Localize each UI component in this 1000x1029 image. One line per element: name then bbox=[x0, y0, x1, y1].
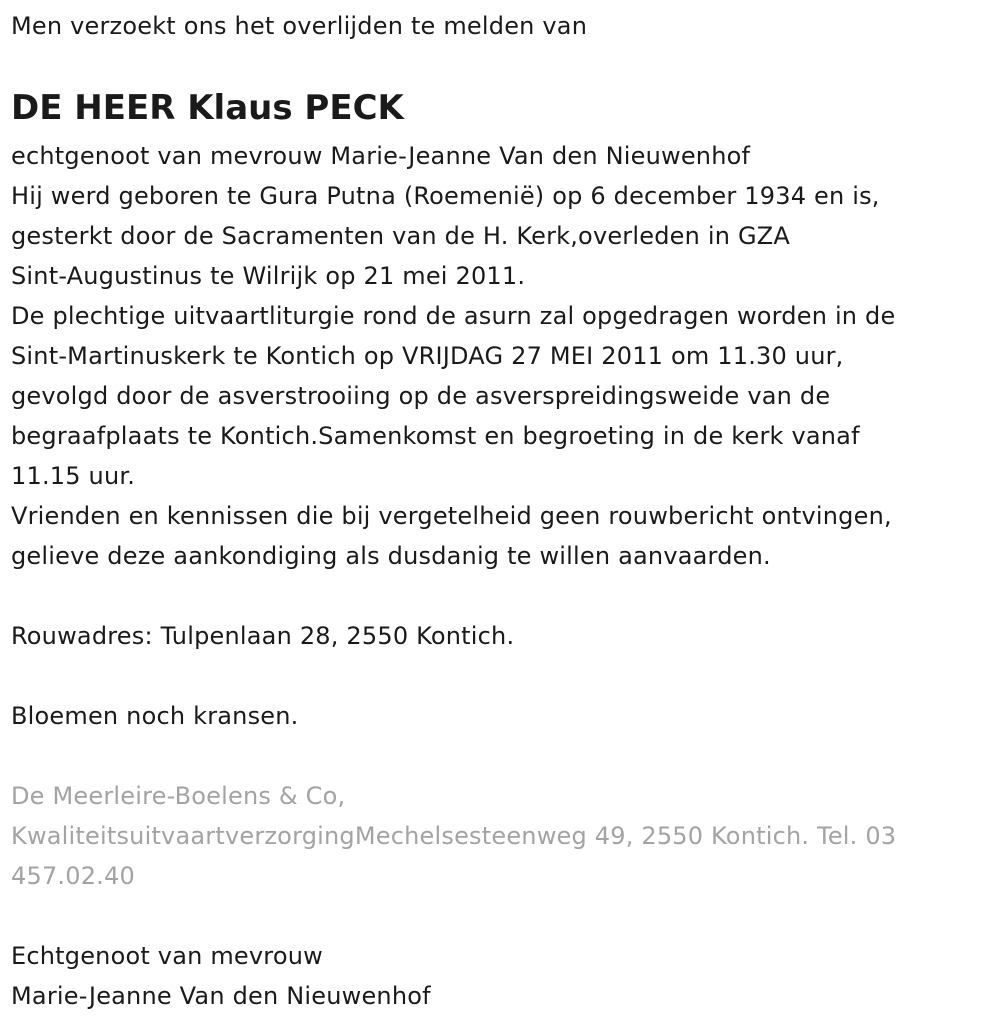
spacer bbox=[11, 656, 1000, 696]
spacer bbox=[11, 736, 1000, 776]
announcement-line: Sint-Augustinus te Wilrijk op 21 mei 2011. bbox=[11, 262, 526, 290]
spacer bbox=[11, 576, 1000, 616]
mourning-address: Rouwadres: Tulpenlaan 28, 2550 Kontich. bbox=[11, 622, 515, 650]
flowers-note: Bloemen noch kransen. bbox=[11, 702, 299, 730]
intro-text: Men verzoekt ons het overlijden te melden van bbox=[11, 12, 588, 40]
spouse-info bbox=[11, 936, 1000, 1016]
spouse-line: Echtgenoot van mevrouw bbox=[11, 942, 323, 970]
announcement-line: echtgenoot van mevrouw Marie-Jeanne Van den Nieuwenhof bbox=[11, 142, 751, 170]
funeral-director-info bbox=[11, 776, 1000, 896]
announcement-line: Vrienden en kennissen die bij vergetelheid geen rouwbericht ontvingen, bbox=[11, 502, 892, 530]
announcement-line: begraafplaats te Kontich.Samenkomst en begroeting in de kerk vanaf bbox=[11, 422, 860, 450]
announcement-line: Hij werd geboren te Gura Putna (Roemenië) op 6 december 1934 en is, bbox=[11, 182, 880, 210]
announcement-line: gelieve deze aankondiging als dusdanig te willen aanvaarden. bbox=[11, 542, 771, 570]
announcement-text bbox=[11, 136, 1000, 576]
announcement-line: Sint-Martinuskerk te Kontich op VRIJDAG 27 MEI 2011 om 11.30 uur, bbox=[11, 342, 844, 370]
funeral-director-line: 457.02.40 bbox=[11, 862, 135, 890]
announcement-line: 11.15 uur. bbox=[11, 462, 136, 490]
deceased-name-heading: DE HEER Klaus PECK bbox=[11, 88, 404, 128]
announcement-line: gesterkt door de Sacramenten van de H. Kerk,overleden in GZA bbox=[11, 222, 791, 250]
funeral-director-line: De Meerleire-Boelens & Co, bbox=[11, 782, 346, 810]
spouse-line: Marie-Jeanne Van den Nieuwenhof bbox=[11, 982, 431, 1010]
announcement-line: gevolgd door de asverstrooiing op de asverspreidingsweide van de bbox=[11, 382, 831, 410]
funeral-director-line: KwaliteitsuitvaartverzorgingMechelsesteenweg 49, 2550 Kontich. Tel. 03 bbox=[11, 822, 897, 850]
announcement-line: De plechtige uitvaartliturgie rond de asurn zal opgedragen worden in de bbox=[11, 302, 896, 330]
spacer bbox=[11, 896, 1000, 936]
